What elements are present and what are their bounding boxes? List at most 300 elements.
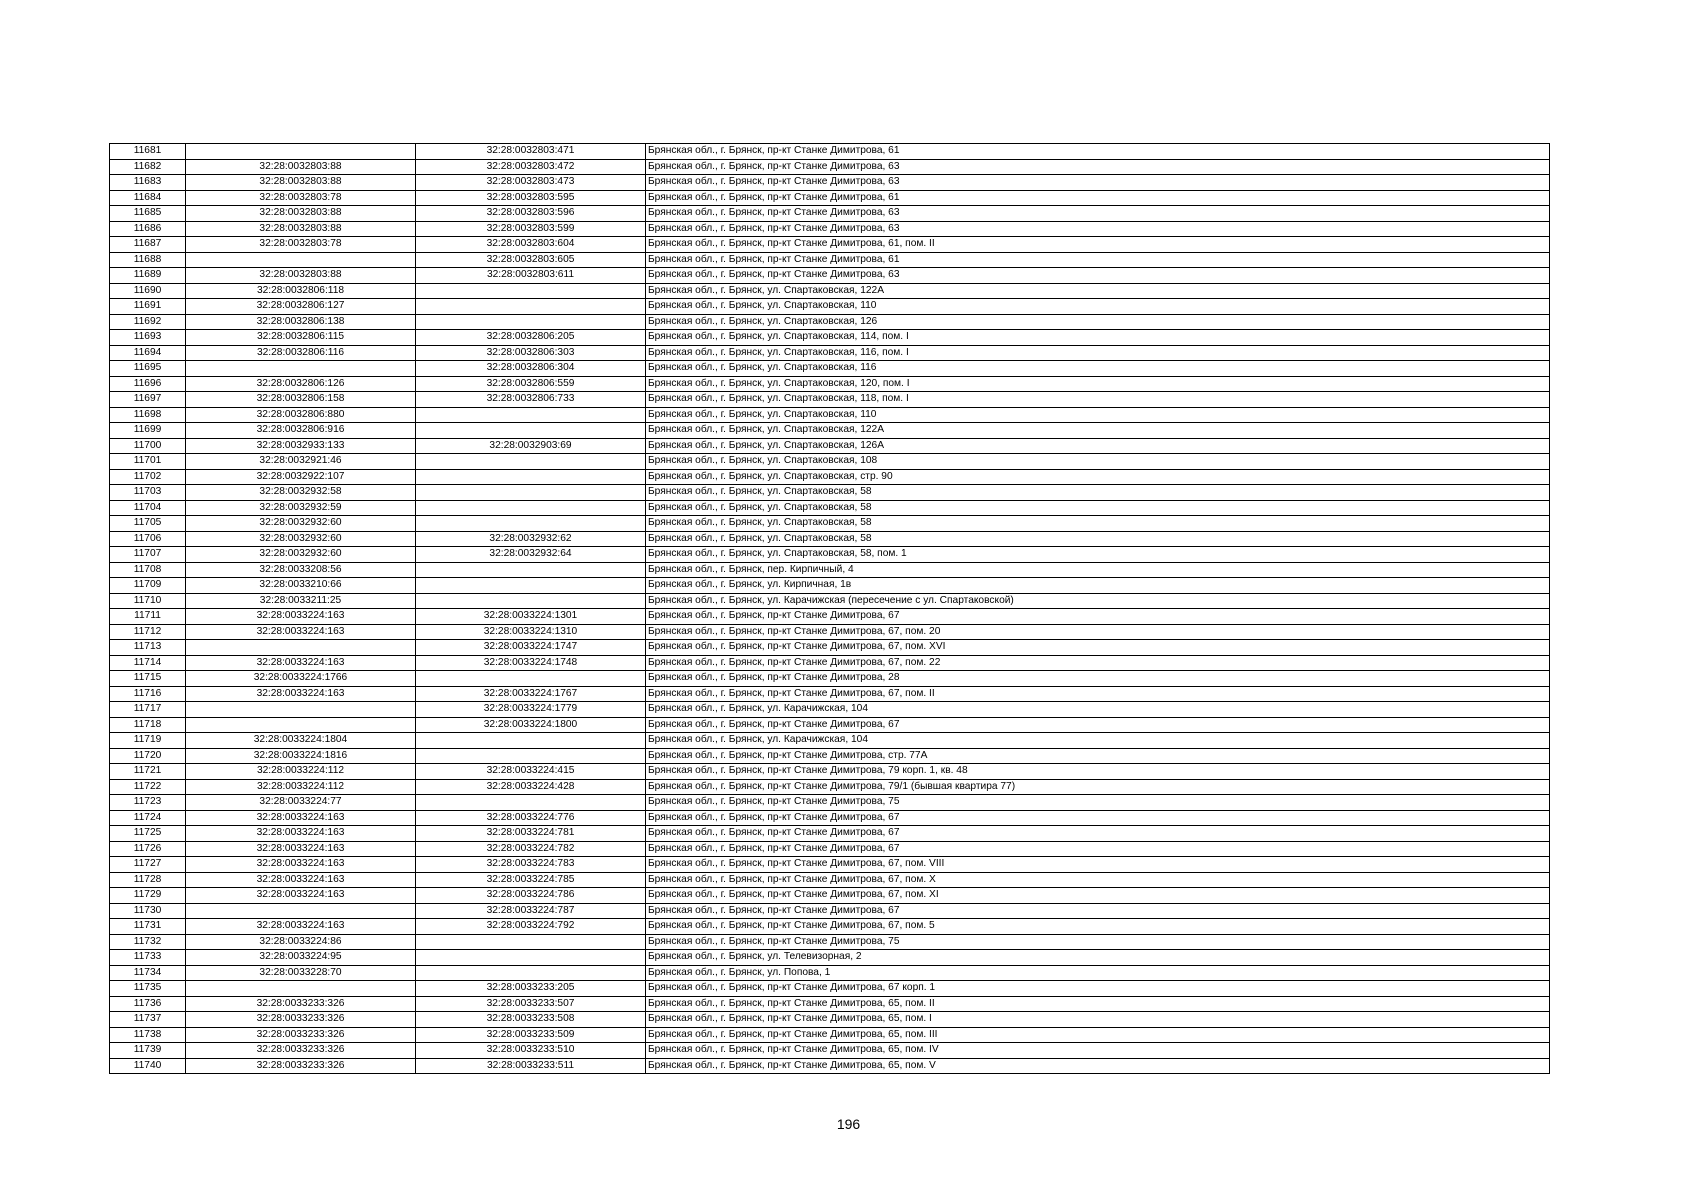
table-row: [110, 1058, 1550, 1074]
row-number-cell: 11702: [110, 469, 186, 485]
address-cell: Брянская обл., г. Брянск, ул. Спартаковская, 116, пом. I: [646, 345, 1550, 361]
address-cell: Брянская обл., г. Брянск, пр-кт Станке Димитрова, 67: [646, 609, 1550, 625]
table-row: [110, 314, 1550, 330]
address-cell: Брянская обл., г. Брянск, ул. Спартаковская, 122А: [646, 283, 1550, 299]
parent-cadastral-cell: 32:28:0033224:163: [186, 857, 416, 873]
cadastral-number-cell: [416, 299, 646, 315]
row-number-cell: 11705: [110, 516, 186, 532]
address-cell: Брянская обл., г. Брянск, пр-кт Станке Димитрова, стр. 77А: [646, 748, 1550, 764]
address-cell: Брянская обл., г. Брянск, пр-кт Станке Димитрова, 67, пом. 20: [646, 624, 1550, 640]
address-cell: Брянская обл., г. Брянск, ул. Спартаковская, 58: [646, 516, 1550, 532]
address-cell: Брянская обл., г. Брянск, пр-кт Станке Димитрова, 75: [646, 934, 1550, 950]
table-row: [110, 779, 1550, 795]
parent-cadastral-cell: 32:28:0033224:163: [186, 826, 416, 842]
address-cell: Брянская обл., г. Брянск, ул. Спартаковская, 122А: [646, 423, 1550, 439]
parent-cadastral-cell: 32:28:0033208:56: [186, 562, 416, 578]
table-row: [110, 144, 1550, 160]
parent-cadastral-cell: 32:28:0033233:326: [186, 1027, 416, 1043]
table-row: [110, 841, 1550, 857]
address-cell: Брянская обл., г. Брянск, пр-кт Станке Димитрова, 63: [646, 221, 1550, 237]
address-cell: Брянская обл., г. Брянск, пр-кт Станке Димитрова, 61: [646, 252, 1550, 268]
cadastral-number-cell: [416, 485, 646, 501]
cadastral-number-cell: 32:28:0032806:205: [416, 330, 646, 346]
parent-cadastral-cell: 32:28:0032803:78: [186, 237, 416, 253]
address-cell: Брянская обл., г. Брянск, ул. Спартаковская, 126А: [646, 438, 1550, 454]
address-cell: Брянская обл., г. Брянск, пр-кт Станке Димитрова, 67, пом. II: [646, 686, 1550, 702]
table-row: [110, 345, 1550, 361]
parent-cadastral-cell: 32:28:0032806:115: [186, 330, 416, 346]
row-number-cell: 11700: [110, 438, 186, 454]
address-cell: Брянская обл., г. Брянск, ул. Карачижская (пересечение с ул. Спартаковской): [646, 593, 1550, 609]
cadastral-number-cell: 32:28:0032803:604: [416, 237, 646, 253]
row-number-cell: 11719: [110, 733, 186, 749]
address-cell: Брянская обл., г. Брянск, пр-кт Станке Димитрова, 65, пом. V: [646, 1058, 1550, 1074]
cadastral-number-cell: 32:28:0033233:507: [416, 996, 646, 1012]
table-row: [110, 702, 1550, 718]
cadastral-number-cell: 32:28:0032803:599: [416, 221, 646, 237]
address-cell: Брянская обл., г. Брянск, пр-кт Станке Димитрова, 67, пом. X: [646, 872, 1550, 888]
row-number-cell: 11694: [110, 345, 186, 361]
parent-cadastral-cell: 32:28:0032803:88: [186, 221, 416, 237]
cadastral-number-cell: 32:28:0032806:733: [416, 392, 646, 408]
cadastral-number-cell: 32:28:0033224:787: [416, 903, 646, 919]
table-row: [110, 996, 1550, 1012]
parent-cadastral-cell: 32:28:0033224:1766: [186, 671, 416, 687]
address-cell: Брянская обл., г. Брянск, ул. Спартаковская, 108: [646, 454, 1550, 470]
table-row: [110, 671, 1550, 687]
address-cell: Брянская обл., г. Брянск, ул. Спартаковская, 58: [646, 485, 1550, 501]
cadastral-number-cell: 32:28:0033233:509: [416, 1027, 646, 1043]
cadastral-number-cell: [416, 454, 646, 470]
cadastral-number-cell: [416, 950, 646, 966]
address-cell: Брянская обл., г. Брянск, пр-кт Станке Димитрова, 67: [646, 903, 1550, 919]
cadastral-number-cell: [416, 748, 646, 764]
row-number-cell: 11697: [110, 392, 186, 408]
row-number-cell: 11738: [110, 1027, 186, 1043]
table-row: [110, 888, 1550, 904]
table-row: [110, 407, 1550, 423]
address-cell: Брянская обл., г. Брянск, пр-кт Станке Димитрова, 67, пом. XVI: [646, 640, 1550, 656]
table-row: [110, 454, 1550, 470]
row-number-cell: 11732: [110, 934, 186, 950]
row-number-cell: 11726: [110, 841, 186, 857]
parent-cadastral-cell: 32:28:0033233:326: [186, 1012, 416, 1028]
parent-cadastral-cell: 32:28:0033224:163: [186, 655, 416, 671]
cadastral-number-cell: 32:28:0032803:595: [416, 190, 646, 206]
registry-table-body: [110, 144, 1550, 1074]
address-cell: Брянская обл., г. Брянск, пр-кт Станке Димитрова, 67: [646, 717, 1550, 733]
table-row: [110, 919, 1550, 935]
cadastral-number-cell: 32:28:0033224:782: [416, 841, 646, 857]
table-row: [110, 469, 1550, 485]
row-number-cell: 11709: [110, 578, 186, 594]
address-cell: Брянская обл., г. Брянск, ул. Карачижская, 104: [646, 733, 1550, 749]
table-row: [110, 299, 1550, 315]
cadastral-number-cell: [416, 733, 646, 749]
row-number-cell: 11704: [110, 500, 186, 516]
table-row: [110, 578, 1550, 594]
parent-cadastral-cell: 32:28:0033224:86: [186, 934, 416, 950]
table-row: [110, 392, 1550, 408]
cadastral-number-cell: 32:28:0033224:776: [416, 810, 646, 826]
parent-cadastral-cell: 32:28:0032806:880: [186, 407, 416, 423]
table-row: [110, 872, 1550, 888]
address-cell: Брянская обл., г. Брянск, пр-кт Станке Димитрова, 65, пом. I: [646, 1012, 1550, 1028]
address-cell: Брянская обл., г. Брянск, ул. Спартаковская, 58, пом. 1: [646, 547, 1550, 563]
table-row: [110, 562, 1550, 578]
parent-cadastral-cell: 32:28:0033210:66: [186, 578, 416, 594]
cadastral-number-cell: [416, 423, 646, 439]
address-cell: Брянская обл., г. Брянск, пр-кт Станке Димитрова, 61: [646, 144, 1550, 160]
row-number-cell: 11687: [110, 237, 186, 253]
cadastral-number-cell: [416, 516, 646, 532]
parent-cadastral-cell: 32:28:0032803:88: [186, 159, 416, 175]
table-row: [110, 516, 1550, 532]
parent-cadastral-cell: [186, 903, 416, 919]
cadastral-number-cell: 32:28:0032806:559: [416, 376, 646, 392]
row-number-cell: 11737: [110, 1012, 186, 1028]
address-cell: Брянская обл., г. Брянск, ул. Спартаковская, 120, пом. I: [646, 376, 1550, 392]
row-number-cell: 11718: [110, 717, 186, 733]
address-cell: Брянская обл., г. Брянск, пер. Кирпичный, 4: [646, 562, 1550, 578]
parent-cadastral-cell: 32:28:0032803:88: [186, 175, 416, 191]
row-number-cell: 11716: [110, 686, 186, 702]
parent-cadastral-cell: 32:28:0033224:163: [186, 609, 416, 625]
cadastral-number-cell: [416, 965, 646, 981]
address-cell: Брянская обл., г. Брянск, пр-кт Станке Димитрова, 67, пом. 22: [646, 655, 1550, 671]
row-number-cell: 11723: [110, 795, 186, 811]
cadastral-number-cell: 32:28:0033224:1747: [416, 640, 646, 656]
table-row: [110, 361, 1550, 377]
address-cell: Брянская обл., г. Брянск, ул. Спартаковская, 58: [646, 500, 1550, 516]
row-number-cell: 11712: [110, 624, 186, 640]
parent-cadastral-cell: 32:28:0032803:88: [186, 268, 416, 284]
parent-cadastral-cell: 32:28:0032932:58: [186, 485, 416, 501]
row-number-cell: 11690: [110, 283, 186, 299]
cadastral-number-cell: 32:28:0033233:508: [416, 1012, 646, 1028]
parent-cadastral-cell: 32:28:0032806:158: [186, 392, 416, 408]
parent-cadastral-cell: 32:28:0033224:163: [186, 919, 416, 935]
cadastral-number-cell: 32:28:0033224:1301: [416, 609, 646, 625]
table-row: [110, 624, 1550, 640]
table-row: [110, 531, 1550, 547]
cadastral-number-cell: 32:28:0032803:471: [416, 144, 646, 160]
table-row: [110, 934, 1550, 950]
table-row: [110, 485, 1550, 501]
address-cell: Брянская обл., г. Брянск, ул. Кирпичная, 1в: [646, 578, 1550, 594]
row-number-cell: 11707: [110, 547, 186, 563]
parent-cadastral-cell: 32:28:0032932:60: [186, 547, 416, 563]
address-cell: Брянская обл., г. Брянск, ул. Спартаковская, 110: [646, 299, 1550, 315]
cadastral-number-cell: 32:28:0032803:472: [416, 159, 646, 175]
table-row: [110, 1027, 1550, 1043]
cadastral-number-cell: [416, 500, 646, 516]
cadastral-number-cell: [416, 671, 646, 687]
table-row: [110, 686, 1550, 702]
parent-cadastral-cell: 32:28:0033224:163: [186, 872, 416, 888]
table-row: [110, 330, 1550, 346]
row-number-cell: 11727: [110, 857, 186, 873]
address-cell: Брянская обл., г. Брянск, пр-кт Станке Димитрова, 65, пом. IV: [646, 1043, 1550, 1059]
row-number-cell: 11735: [110, 981, 186, 997]
cadastral-number-cell: 32:28:0033224:415: [416, 764, 646, 780]
cadastral-number-cell: [416, 593, 646, 609]
row-number-cell: 11698: [110, 407, 186, 423]
table-row: [110, 748, 1550, 764]
address-cell: Брянская обл., г. Брянск, пр-кт Станке Димитрова, 67, пом. 5: [646, 919, 1550, 935]
row-number-cell: 11724: [110, 810, 186, 826]
parent-cadastral-cell: 32:28:0033224:163: [186, 841, 416, 857]
address-cell: Брянская обл., г. Брянск, ул. Спартаковская, 118, пом. I: [646, 392, 1550, 408]
row-number-cell: 11684: [110, 190, 186, 206]
cadastral-number-cell: 32:28:0033224:1310: [416, 624, 646, 640]
table-row: [110, 810, 1550, 826]
table-row: [110, 376, 1550, 392]
cadastral-number-cell: 32:28:0032806:304: [416, 361, 646, 377]
table-row: [110, 423, 1550, 439]
address-cell: Брянская обл., г. Брянск, пр-кт Станке Димитрова, 67 корп. 1: [646, 981, 1550, 997]
parent-cadastral-cell: 32:28:0032933:133: [186, 438, 416, 454]
row-number-cell: 11692: [110, 314, 186, 330]
row-number-cell: 11682: [110, 159, 186, 175]
parent-cadastral-cell: 32:28:0032932:60: [186, 516, 416, 532]
row-number-cell: 11695: [110, 361, 186, 377]
table-row: [110, 206, 1550, 222]
parent-cadastral-cell: 32:28:0033224:163: [186, 686, 416, 702]
parent-cadastral-cell: 32:28:0032932:59: [186, 500, 416, 516]
parent-cadastral-cell: [186, 361, 416, 377]
row-number-cell: 11710: [110, 593, 186, 609]
cadastral-number-cell: 32:28:0033233:205: [416, 981, 646, 997]
parent-cadastral-cell: 32:28:0033224:95: [186, 950, 416, 966]
cadastral-number-cell: 32:28:0033224:1779: [416, 702, 646, 718]
cadastral-number-cell: 32:28:0033224:783: [416, 857, 646, 873]
row-number-cell: 11685: [110, 206, 186, 222]
cadastral-number-cell: 32:28:0033224:1800: [416, 717, 646, 733]
registry-table: [109, 143, 1550, 1074]
cadastral-number-cell: 32:28:0033233:511: [416, 1058, 646, 1074]
row-number-cell: 11717: [110, 702, 186, 718]
row-number-cell: 11739: [110, 1043, 186, 1059]
address-cell: Брянская обл., г. Брянск, ул. Карачижская, 104: [646, 702, 1550, 718]
parent-cadastral-cell: [186, 981, 416, 997]
cadastral-number-cell: 32:28:0032806:303: [416, 345, 646, 361]
row-number-cell: 11703: [110, 485, 186, 501]
cadastral-number-cell: 32:28:0032803:611: [416, 268, 646, 284]
parent-cadastral-cell: 32:28:0033233:326: [186, 1058, 416, 1074]
row-number-cell: 11720: [110, 748, 186, 764]
cadastral-number-cell: 32:28:0032932:62: [416, 531, 646, 547]
cadastral-number-cell: 32:28:0032803:605: [416, 252, 646, 268]
address-cell: Брянская обл., г. Брянск, пр-кт Станке Димитрова, 67: [646, 826, 1550, 842]
cadastral-number-cell: 32:28:0033224:428: [416, 779, 646, 795]
parent-cadastral-cell: 32:28:0033224:163: [186, 624, 416, 640]
address-cell: Брянская обл., г. Брянск, пр-кт Станке Димитрова, 67, пом. VIII: [646, 857, 1550, 873]
table-row: [110, 268, 1550, 284]
table-row: [110, 717, 1550, 733]
row-number-cell: 11696: [110, 376, 186, 392]
address-cell: Брянская обл., г. Брянск, пр-кт Станке Димитрова, 75: [646, 795, 1550, 811]
cadastral-number-cell: 32:28:0033224:1767: [416, 686, 646, 702]
table-row: [110, 609, 1550, 625]
row-number-cell: 11711: [110, 609, 186, 625]
row-number-cell: 11725: [110, 826, 186, 842]
row-number-cell: 11714: [110, 655, 186, 671]
parent-cadastral-cell: 32:28:0032932:60: [186, 531, 416, 547]
parent-cadastral-cell: 32:28:0032922:107: [186, 469, 416, 485]
parent-cadastral-cell: 32:28:0033224:112: [186, 764, 416, 780]
table-row: [110, 903, 1550, 919]
address-cell: Брянская обл., г. Брянск, пр-кт Станке Димитрова, 63: [646, 175, 1550, 191]
row-number-cell: 11693: [110, 330, 186, 346]
cadastral-number-cell: [416, 314, 646, 330]
table-row: [110, 500, 1550, 516]
row-number-cell: 11740: [110, 1058, 186, 1074]
row-number-cell: 11713: [110, 640, 186, 656]
table-row: [110, 981, 1550, 997]
parent-cadastral-cell: 32:28:0033228:70: [186, 965, 416, 981]
parent-cadastral-cell: [186, 640, 416, 656]
table-row: [110, 826, 1550, 842]
parent-cadastral-cell: 32:28:0033224:163: [186, 810, 416, 826]
parent-cadastral-cell: [186, 702, 416, 718]
cadastral-number-cell: 32:28:0033224:786: [416, 888, 646, 904]
table-row: [110, 438, 1550, 454]
cadastral-number-cell: 32:28:0032903:69: [416, 438, 646, 454]
parent-cadastral-cell: 32:28:0033224:77: [186, 795, 416, 811]
row-number-cell: 11736: [110, 996, 186, 1012]
parent-cadastral-cell: 32:28:0032806:126: [186, 376, 416, 392]
address-cell: Брянская обл., г. Брянск, ул. Спартаковская, 110: [646, 407, 1550, 423]
address-cell: Брянская обл., г. Брянск, пр-кт Станке Димитрова, 63: [646, 206, 1550, 222]
parent-cadastral-cell: 32:28:0032806:916: [186, 423, 416, 439]
table-row: [110, 159, 1550, 175]
row-number-cell: 11722: [110, 779, 186, 795]
cadastral-number-cell: 32:28:0032803:596: [416, 206, 646, 222]
parent-cadastral-cell: 32:28:0033233:326: [186, 1043, 416, 1059]
parent-cadastral-cell: [186, 144, 416, 160]
cadastral-number-cell: 32:28:0033224:785: [416, 872, 646, 888]
row-number-cell: 11689: [110, 268, 186, 284]
table-row: [110, 221, 1550, 237]
address-cell: Брянская обл., г. Брянск, ул. Попова, 1: [646, 965, 1550, 981]
row-number-cell: 11681: [110, 144, 186, 160]
table-row: [110, 593, 1550, 609]
row-number-cell: 11731: [110, 919, 186, 935]
address-cell: Брянская обл., г. Брянск, пр-кт Станке Димитрова, 65, пом. III: [646, 1027, 1550, 1043]
table-row: [110, 190, 1550, 206]
parent-cadastral-cell: [186, 717, 416, 733]
row-number-cell: 11708: [110, 562, 186, 578]
table-row: [110, 965, 1550, 981]
table-row: [110, 237, 1550, 253]
address-cell: Брянская обл., г. Брянск, пр-кт Станке Димитрова, 61, пом. II: [646, 237, 1550, 253]
cadastral-number-cell: [416, 934, 646, 950]
address-cell: Брянская обл., г. Брянск, ул. Спартаковская, 126: [646, 314, 1550, 330]
address-cell: Брянская обл., г. Брянск, ул. Спартаковская, 116: [646, 361, 1550, 377]
row-number-cell: 11728: [110, 872, 186, 888]
table-row: [110, 175, 1550, 191]
table-row: [110, 655, 1550, 671]
parent-cadastral-cell: 32:28:0033224:1816: [186, 748, 416, 764]
table-row: [110, 733, 1550, 749]
address-cell: Брянская обл., г. Брянск, пр-кт Станке Димитрова, 67, пом. XI: [646, 888, 1550, 904]
table-row: [110, 283, 1550, 299]
table-row: [110, 1012, 1550, 1028]
table-row: [110, 252, 1550, 268]
cadastral-number-cell: 32:28:0032803:473: [416, 175, 646, 191]
row-number-cell: 11683: [110, 175, 186, 191]
address-cell: Брянская обл., г. Брянск, пр-кт Станке Димитрова, 79/1 (бывшая квартира 77): [646, 779, 1550, 795]
address-cell: Брянская обл., г. Брянск, ул. Спартаковская, стр. 90: [646, 469, 1550, 485]
cadastral-number-cell: [416, 283, 646, 299]
parent-cadastral-cell: 32:28:0032806:118: [186, 283, 416, 299]
row-number-cell: 11734: [110, 965, 186, 981]
row-number-cell: 11701: [110, 454, 186, 470]
row-number-cell: 11729: [110, 888, 186, 904]
row-number-cell: 11686: [110, 221, 186, 237]
cadastral-number-cell: 32:28:0033224:1748: [416, 655, 646, 671]
parent-cadastral-cell: 32:28:0032921:46: [186, 454, 416, 470]
parent-cadastral-cell: 32:28:0033224:163: [186, 888, 416, 904]
address-cell: Брянская обл., г. Брянск, пр-кт Станке Димитрова, 63: [646, 159, 1550, 175]
table-row: [110, 857, 1550, 873]
row-number-cell: 11721: [110, 764, 186, 780]
table-row: [110, 1043, 1550, 1059]
address-cell: Брянская обл., г. Брянск, пр-кт Станке Димитрова, 65, пом. II: [646, 996, 1550, 1012]
parent-cadastral-cell: 32:28:0032803:78: [186, 190, 416, 206]
address-cell: Брянская обл., г. Брянск, ул. Спартаковская, 114, пом. I: [646, 330, 1550, 346]
cadastral-number-cell: 32:28:0033224:781: [416, 826, 646, 842]
cadastral-number-cell: [416, 795, 646, 811]
cadastral-number-cell: [416, 562, 646, 578]
row-number-cell: 11733: [110, 950, 186, 966]
parent-cadastral-cell: 32:28:0032806:138: [186, 314, 416, 330]
cadastral-number-cell: [416, 469, 646, 485]
parent-cadastral-cell: [186, 252, 416, 268]
table-row: [110, 950, 1550, 966]
row-number-cell: 11688: [110, 252, 186, 268]
cadastral-number-cell: 32:28:0033224:792: [416, 919, 646, 935]
row-number-cell: 11715: [110, 671, 186, 687]
parent-cadastral-cell: 32:28:0032806:127: [186, 299, 416, 315]
cadastral-number-cell: 32:28:0033233:510: [416, 1043, 646, 1059]
table-row: [110, 640, 1550, 656]
cadastral-number-cell: [416, 578, 646, 594]
parent-cadastral-cell: 32:28:0032803:88: [186, 206, 416, 222]
row-number-cell: 11691: [110, 299, 186, 315]
parent-cadastral-cell: 32:28:0033211:25: [186, 593, 416, 609]
address-cell: Брянская обл., г. Брянск, ул. Спартаковская, 58: [646, 531, 1550, 547]
parent-cadastral-cell: 32:28:0032806:116: [186, 345, 416, 361]
row-number-cell: 11706: [110, 531, 186, 547]
parent-cadastral-cell: 32:28:0033224:112: [186, 779, 416, 795]
address-cell: Брянская обл., г. Брянск, пр-кт Станке Димитрова, 28: [646, 671, 1550, 687]
address-cell: Брянская обл., г. Брянск, пр-кт Станке Димитрова, 63: [646, 268, 1550, 284]
table-row: [110, 764, 1550, 780]
table-row: [110, 795, 1550, 811]
address-cell: Брянская обл., г. Брянск, пр-кт Станке Димитрова, 67: [646, 810, 1550, 826]
address-cell: Брянская обл., г. Брянск, ул. Телевизорная, 2: [646, 950, 1550, 966]
cadastral-number-cell: [416, 407, 646, 423]
parent-cadastral-cell: 32:28:0033224:1804: [186, 733, 416, 749]
page-number: 196: [836, 1116, 861, 1132]
address-cell: Брянская обл., г. Брянск, пр-кт Станке Димитрова, 61: [646, 190, 1550, 206]
address-cell: Брянская обл., г. Брянск, пр-кт Станке Димитрова, 79 корп. 1, кв. 48: [646, 764, 1550, 780]
table-row: [110, 547, 1550, 563]
row-number-cell: 11730: [110, 903, 186, 919]
parent-cadastral-cell: 32:28:0033233:326: [186, 996, 416, 1012]
